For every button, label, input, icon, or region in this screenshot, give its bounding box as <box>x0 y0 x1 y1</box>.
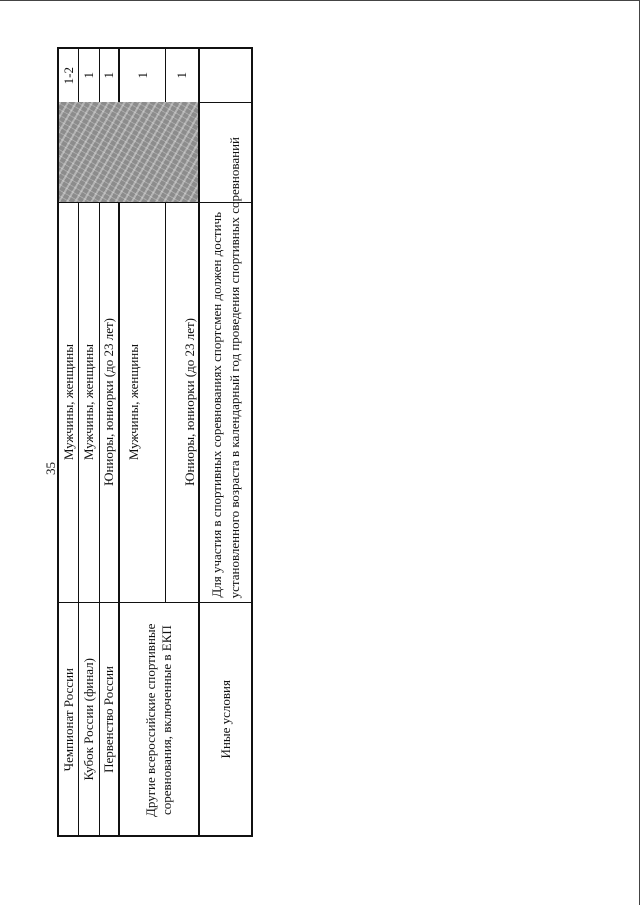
row-1-group: Мужчины, женщины <box>60 343 76 461</box>
row-4-event: Другие всероссийские спортивные соревнования, включенные в ЕКП <box>143 622 174 817</box>
other-conditions-label: Иные условия <box>217 680 233 759</box>
row-1-event: Чемпионат России <box>60 667 76 772</box>
requirements-table <box>57 47 253 837</box>
other-conditions-text: установленного возраста в календарный год проведения спортивных соревнований Для участия в спортивных соревнованиях спортсмен должен достичь <box>208 136 242 598</box>
row-4a-group: Мужчины, женщины <box>126 343 141 461</box>
row-4a-value: 1 <box>134 72 150 79</box>
shaded-blank-area <box>59 102 198 202</box>
page-edge-top <box>0 0 640 1</box>
row-4b-value: 1 <box>174 72 189 79</box>
row-3-value: 1 <box>100 72 116 79</box>
row-2-group: Мужчины, женщины <box>80 343 96 461</box>
row-3-group: Юниоры, юниорки (до 23 лет) <box>100 318 116 486</box>
row-2-event: Кубок России (финал) <box>80 658 96 781</box>
row-2-value: 1 <box>80 72 96 79</box>
row-4b-group: Юниоры, юниорки (до 23 лет) <box>182 318 197 486</box>
row-1-value: 1-2 <box>60 66 76 85</box>
row-3-event: Первенство России <box>100 666 116 773</box>
page-number: 35 <box>43 461 58 475</box>
